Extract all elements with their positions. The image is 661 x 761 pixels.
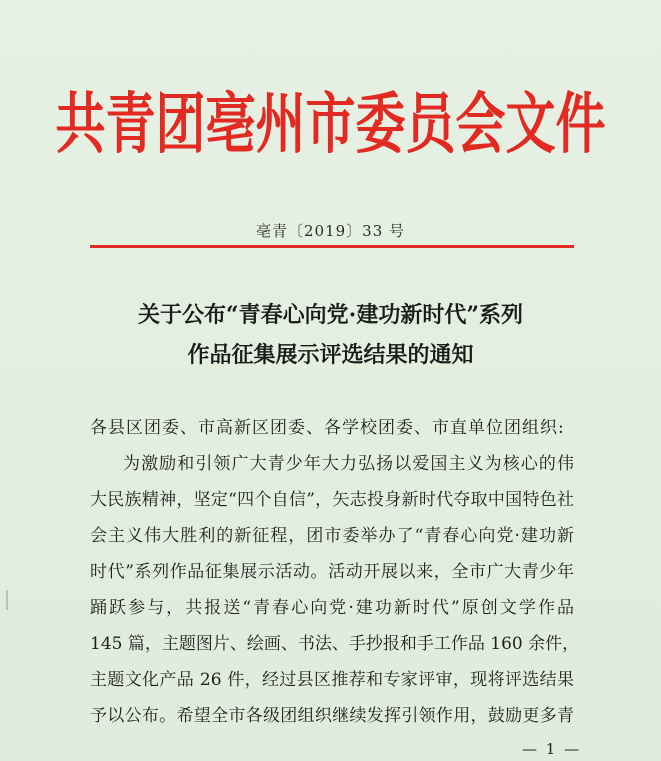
body-line: 大民族精神，坚定“四个自信”，矢志投身新时代夺取中国特色社 [90,490,574,510]
body-line: 为激励和引领广大青少年大力弘扬以爱国主义为核心的伟 [123,454,574,474]
notice-title-line-2: 作品征集展示评选结果的通知 [187,342,474,368]
document-number: 亳青〔2019〕33 号 [255,222,406,240]
body-line: 踊跃参与，共报送“青春心向党·建功新时代”原创文学作品 [90,598,574,618]
body-line: 会主义伟大胜利的新征程，团市委举办了“青春心向党·建功新 [90,526,574,546]
notice-title-line-1: 关于公布“青春心向党·建功新时代”系列 [138,302,523,328]
red-separator-line [90,245,574,248]
page-number: — 1 — [522,740,582,758]
body-line: 予以公布。希望全市各级团组织继续发挥引领作用，鼓励更多青 [90,706,574,726]
body-line: 主题文化产品 26 件，经过县区推荐和专家评审，现将评选结果 [90,670,574,690]
salutation: 各县区团委、市高新区团委、各学校团委、市直单位团组织: [90,418,565,438]
body-line: 时代”系列作品征集展示活动。活动开展以来，全市广大青少年 [90,562,574,582]
org-header-title: 共青团亳州市委员会文件 [55,85,606,163]
body-line: 145 篇，主题图片、绘画、书法、手抄报和手工作品 160 余件， [90,634,580,654]
scan-artifact [6,590,8,610]
